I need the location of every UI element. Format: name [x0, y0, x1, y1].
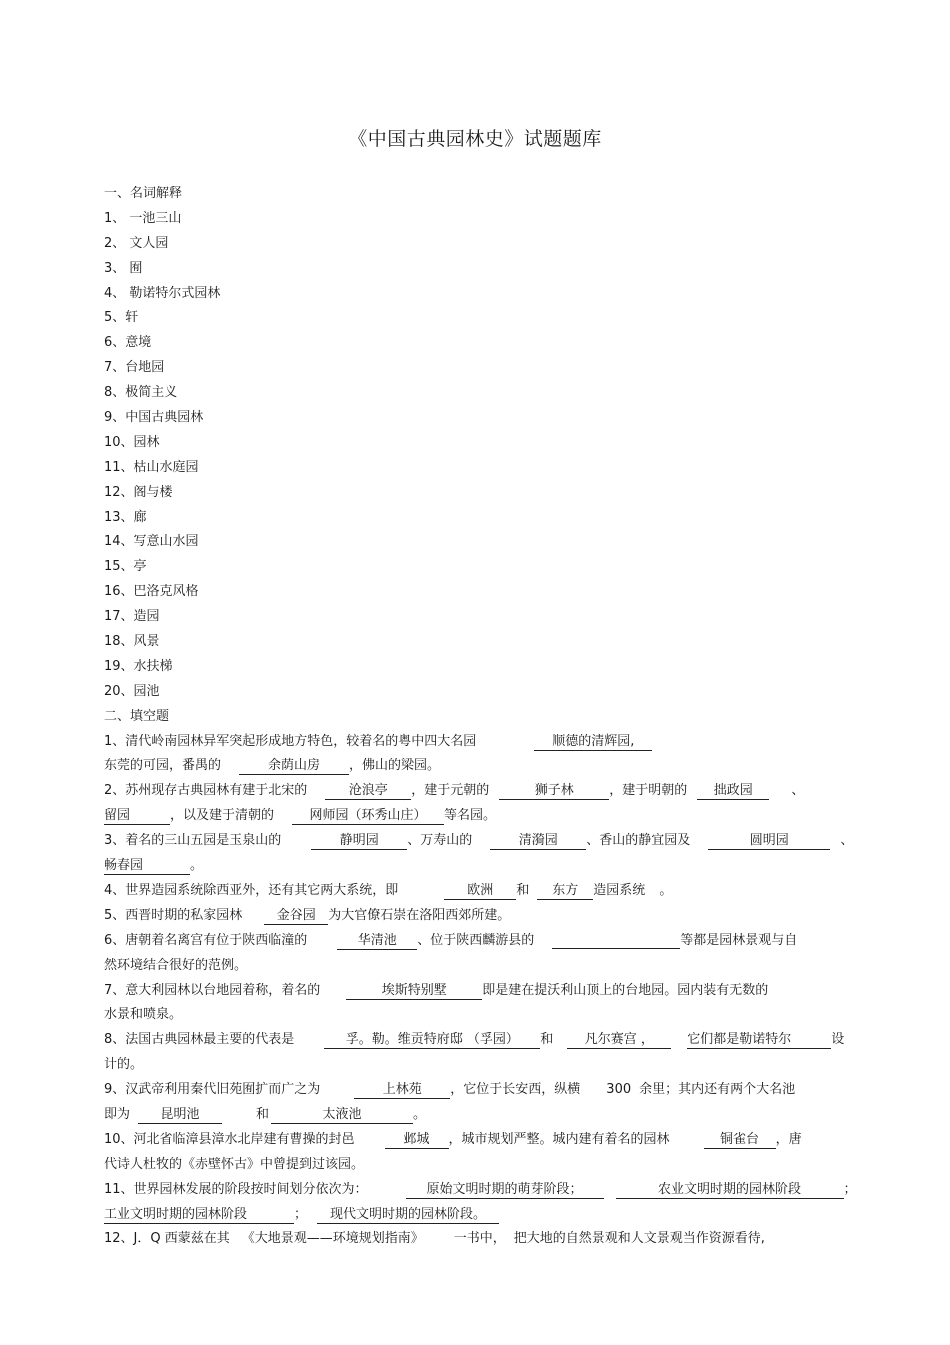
answer-blank: 留园 — [104, 808, 170, 825]
list-item: 12、阁与楼 — [104, 484, 173, 500]
question-line: 然环境结合很好的范例。 — [104, 957, 248, 973]
list-item: 6、意境 — [104, 335, 152, 351]
list-item: 4、 勒诺特尔式园林 — [104, 285, 221, 301]
question-text: 造园系统 — [593, 882, 646, 898]
answer-blank: 它们都是勒诺特尔 — [687, 1032, 831, 1049]
answer-blank: 畅春园 — [104, 858, 190, 875]
question-text: 。 — [190, 858, 204, 874]
question-line — [104, 1128, 864, 1153]
question-text: 4、世界造园系统除西亚外，还有其它两大系统，即 — [104, 882, 399, 898]
list-item: 11、枯山水庭园 — [104, 459, 199, 475]
question-text: 2、苏州现存古典园林有建于北宋的 — [104, 783, 308, 799]
question-text: 和 — [540, 1032, 554, 1048]
question-text: ； — [294, 1206, 308, 1222]
question-text: ，它位于长安西，纵横 — [450, 1082, 581, 1098]
question-text: 12、J．Q 西蒙兹在其 — [104, 1231, 230, 1247]
question-text: 东莞的可园，番禺的 — [104, 758, 222, 774]
list-item: 3、 囿 — [104, 260, 143, 276]
question-text: 把大地的自然景观和人文景观当作资源看待, — [513, 1231, 765, 1247]
question-text: ，城市规划严整。城内建有着名的园林 — [448, 1131, 670, 1147]
question-line — [104, 1203, 864, 1228]
question-text: 9、汉武帝利用秦代旧苑囿扩而广之为 — [104, 1082, 321, 1098]
answer-blank: 沧浪亭 — [325, 783, 411, 800]
question-text: 即为 — [104, 1106, 131, 1122]
question-text: 、万寿山的 — [407, 833, 473, 849]
question-line — [104, 929, 864, 954]
section-heading: 一、名词解释 — [104, 186, 183, 201]
question-line — [104, 854, 864, 879]
answer-blank: 凡尔赛宫 ， — [567, 1032, 671, 1049]
document-body — [104, 182, 864, 1252]
question-line — [104, 1178, 864, 1203]
list-item: 18、风景 — [104, 634, 160, 650]
list-item: 7、台地园 — [104, 360, 165, 376]
question-text: 、 — [791, 783, 805, 799]
question-line — [104, 829, 864, 854]
answer-blank — [552, 932, 680, 949]
question-text: 3、着名的三山五园是玉泉山的 — [104, 833, 282, 849]
answer-blank: 昆明池 — [138, 1107, 222, 1124]
question-text: 7、意大利园林以台地园着称，着名的 — [104, 982, 321, 998]
answer-blank: 狮子林 — [499, 783, 609, 800]
question-line — [104, 1078, 864, 1103]
question-text: ，佛山的梁园。 — [349, 758, 441, 774]
question-line — [104, 879, 864, 904]
answer-blank: 静明园 — [311, 833, 407, 850]
question-text: 、香山的静宜园及 — [586, 833, 691, 849]
answer-blank: 金谷园 — [264, 908, 328, 925]
question-line — [104, 979, 864, 1004]
question-text: 。 — [659, 882, 673, 898]
section-heading: 二、填空题 — [104, 708, 170, 724]
answer-blank: 拙政园 — [697, 783, 769, 800]
list-item: 1、 一池三山 — [104, 210, 182, 226]
list-item: 5、轩 — [104, 310, 139, 326]
question-text: ； — [843, 1181, 857, 1197]
answer-blank: 余荫山房 — [239, 758, 349, 775]
question-text: 一书中， — [453, 1231, 506, 1247]
answer-blank: 东方 — [537, 883, 593, 900]
list-item: 14、写意山水园 — [104, 534, 199, 550]
question-line — [104, 804, 864, 829]
answer-blank: 铜雀台 — [704, 1132, 776, 1149]
question-text: 300 — [606, 1082, 632, 1098]
question-line — [104, 1227, 864, 1252]
question-text: 8、法国古典园林最主要的代表是 — [104, 1032, 295, 1048]
answer-blank: 清漪园 — [490, 833, 586, 850]
term-list — [104, 207, 864, 705]
question-text: 为大官僚石崇在洛阳西郊所建。 — [328, 907, 511, 923]
question-text: 6、唐朝着名离宫有位于陕西临潼的 — [104, 932, 308, 948]
question-text: ，唐 — [775, 1131, 802, 1147]
question-line: 水景和喷泉。 — [104, 1007, 183, 1023]
question-line — [104, 1103, 864, 1128]
question-line — [104, 730, 864, 755]
answer-blank: 原始文明时期的萌芽阶段； — [406, 1182, 604, 1199]
answer-blank: 顺德的清辉园, — [534, 734, 652, 751]
list-item: 16、巴洛克风格 — [104, 584, 199, 600]
answer-blank: 埃斯特别墅 — [346, 983, 482, 1000]
list-item: 13、廊 — [104, 509, 147, 525]
question-text: 、 — [840, 833, 854, 849]
answer-blank: 圆明园 — [708, 833, 830, 850]
list-item: 20、园池 — [104, 683, 160, 699]
question-text: 和 — [256, 1106, 270, 1122]
question-text: 《大地景观——环境规划指南》 — [241, 1231, 424, 1247]
answer-blank: 欧洲 — [444, 883, 516, 900]
list-item: 9、中国古典园林 — [104, 410, 204, 426]
question-text: ，建于元朝的 — [411, 783, 490, 799]
answer-blank: 上林苑 — [354, 1082, 450, 1099]
question-line — [104, 904, 864, 929]
answer-blank: 农业文明时期的园林阶段 — [616, 1182, 844, 1199]
question-text: ，以及建于清朝的 — [170, 808, 275, 824]
list-item: 2、 文人园 — [104, 235, 169, 251]
question-text: 1、清代岭南园林异军突起形成地方特色，较着名的粤中四大名园 — [104, 733, 477, 749]
question-text: 即是建在提沃利山顶上的台地园。园内装有无数的 — [482, 982, 769, 998]
question-text: 等名园。 — [444, 808, 497, 824]
question-line — [104, 1028, 864, 1053]
question-text: 10、河北省临漳县漳水北岸建有曹操的封邑 — [104, 1131, 355, 1147]
answer-blank: 现代文明时期的园林阶段。 — [317, 1207, 499, 1224]
question-line: 代诗人杜牧的《赤壁怀古》中曾提到过该园。 — [104, 1156, 365, 1172]
question-text: 余里；其内还有两个大名池 — [639, 1082, 796, 1098]
question-line — [104, 779, 864, 804]
answer-blank: 太液池 — [271, 1107, 413, 1124]
answer-blank: 华清池 — [337, 933, 417, 950]
list-item: 15、亭 — [104, 559, 147, 575]
list-item: 10、园林 — [104, 434, 160, 450]
answer-blank: 工业文明时期的园林阶段 — [104, 1207, 294, 1224]
question-text: 5、西晋时期的私家园林 — [104, 907, 243, 923]
page-title: 《中国古典园林史》试题题库 — [348, 128, 602, 150]
question-text: 等都是园林景观与自 — [680, 932, 798, 948]
answer-blank: 孚。勒。维贡特府邸 （孚园） — [324, 1032, 540, 1049]
list-item: 19、水扶梯 — [104, 658, 173, 674]
answer-blank: 邺城 — [385, 1132, 449, 1149]
question-text: 设 — [831, 1032, 845, 1048]
question-text: 11、世界园林发展的阶段按时间划分依次为： — [104, 1181, 368, 1197]
question-text: 和 — [516, 882, 530, 898]
list-item: 8、极简主义 — [104, 385, 178, 401]
answer-blank: 网师园（环秀山庄） — [292, 808, 444, 825]
question-line: 计的。 — [104, 1057, 144, 1073]
question-text: 、位于陕西麟游县的 — [417, 932, 535, 948]
question-text: 。 — [413, 1106, 427, 1122]
list-item: 17、造园 — [104, 609, 160, 625]
question-text: ，建于明朝的 — [609, 783, 688, 799]
question-line — [104, 754, 864, 779]
